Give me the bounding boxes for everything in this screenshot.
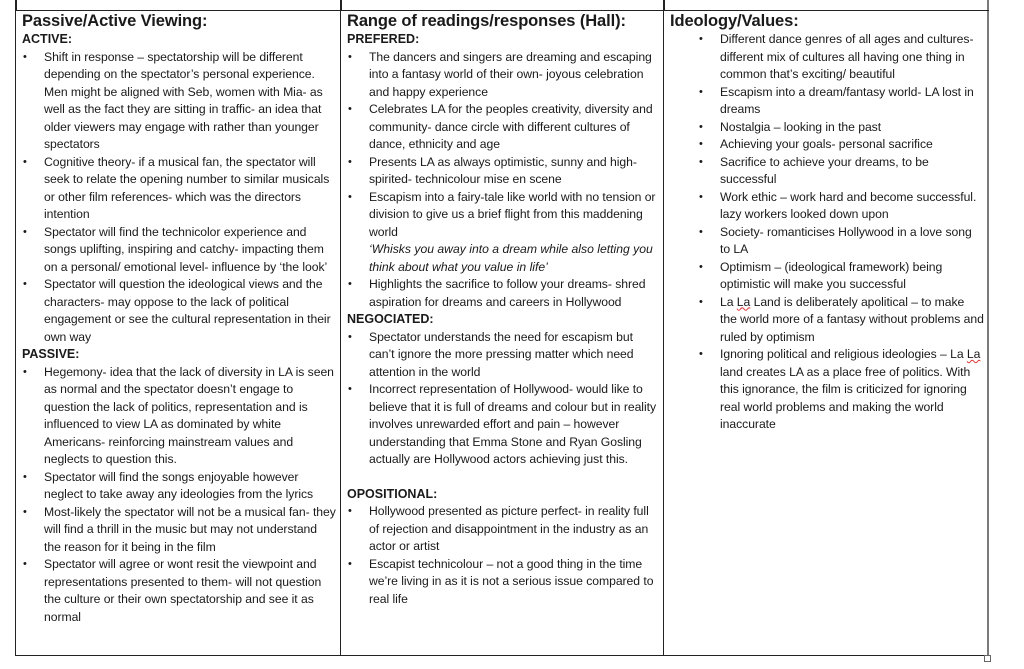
- bullet-icon: •: [699, 120, 703, 133]
- spacer: [347, 469, 659, 486]
- column-heading: Ideology/Values:: [670, 12, 799, 30]
- bullet-icon: •: [699, 155, 703, 168]
- list-item: • Highlights the sacrifice to follow your dreams- shred aspiration for dreams and careers in Hollywood: [348, 277, 646, 309]
- table-top-stub-left: [15, 0, 17, 10]
- table-top-stub-mid1: [340, 0, 342, 10]
- review-quote: ‘Whisks you away into a dream while also letting you think about what you value in life’: [369, 242, 653, 274]
- column-heading: Passive/Active Viewing:: [22, 12, 208, 30]
- bullet-icon: •: [348, 383, 352, 395]
- analysis-table: [15, 10, 989, 656]
- list-item: • Presents LA as always optimistic, sunny and high-spirited- technicolour mise en scene: [348, 154, 637, 186]
- bullet-icon: •: [699, 348, 703, 360]
- bullet-icon: •: [23, 558, 27, 570]
- list-item: • Incorrect representation of Hollywood- would like to believe that it is full of dreams and colour but in reality involves unrewarded effort and pain – however understanding that Emma Stone and Ryan Gosling actually are Hollywood actors achieving just this.: [348, 382, 656, 466]
- column-ideology-values[interactable]: [664, 11, 988, 655]
- spellcheck-flag[interactable]: La: [966, 347, 981, 361]
- active-list: [22, 49, 336, 347]
- bullet-icon: •: [348, 278, 352, 290]
- list-item: • The dancers and singers are dreaming and escaping into a fantasy world of their own- joyous celebration and happy experience: [348, 49, 652, 99]
- list-item: • Achieving your goals- personal sacrifice: [670, 136, 984, 154]
- bullet-icon: •: [23, 155, 27, 168]
- list-item: • Different dance genres of all ages and cultures- different mix of cultures all having one thing in common that’s exciting/ beautiful: [699, 32, 974, 81]
- bullet-icon: •: [23, 50, 27, 63]
- list-item: • Spectator will agree or wont resit the viewpoint and representations presented to them- will not question the culture or their own spectatorship and see it as normal: [23, 557, 322, 624]
- bullet-icon: •: [348, 557, 352, 570]
- list-item: • Spectator will question the ideological views and the characters- may oppose to the lack of political engagement or see the cultural representation in their own way: [23, 277, 331, 344]
- list-item: • Escapism into a dream/fantasy world- LA lost in dreams: [699, 84, 974, 116]
- list-item: • Optimism – (ideological framework) being optimistic will make you successful: [699, 259, 943, 291]
- list-item: • Escapist technicolour – not a good thing in the time we’re living in as it is not a serious issue compared to real life: [348, 556, 654, 606]
- list-item: • Hegemony- idea that the lack of diversity in LA is seen as normal and the spectator doesn’t engage to question the lack of politics, representation and is influenced to view LA as dominated by white Americans- reinforcing mainstream values and neglects to question this.: [23, 364, 334, 466]
- prefered-list-cont: [347, 276, 659, 311]
- opositional-list: [347, 503, 659, 608]
- list-item: • Spectator will find the songs enjoyable however neglect to take away any ideologies from the lyrics: [23, 469, 314, 501]
- bullet-icon: •: [348, 155, 352, 168]
- list-item: • Cognitive theory- if a musical fan, the spectator will seek to relate the opening number to similar musicals or other film references- which was the directors intention: [23, 154, 330, 221]
- bullet-icon: •: [23, 278, 27, 290]
- bullet-icon: •: [699, 138, 703, 150]
- bullet-icon: •: [23, 470, 27, 483]
- section-label-negociated: NEGOCIATED:: [347, 312, 434, 326]
- bullet-icon: •: [699, 85, 703, 98]
- spellcheck-flag[interactable]: La: [736, 294, 751, 309]
- list-item: • Nostalgia – looking in the past: [670, 119, 984, 137]
- table-resize-handle[interactable]: [984, 655, 991, 662]
- passive-list: [22, 364, 336, 627]
- bullet-icon: •: [699, 295, 703, 308]
- bullet-icon: •: [699, 33, 703, 45]
- list-item: • Society- romanticises Hollywood in a love song to LA: [699, 224, 972, 256]
- bullet-icon: •: [348, 103, 352, 115]
- bullet-icon: •: [699, 190, 703, 203]
- bullet-icon: •: [348, 190, 352, 203]
- section-label-passive: PASSIVE:: [22, 347, 80, 361]
- prefered-list: [347, 49, 659, 242]
- column-heading: Range of readings/responses (Hall):: [347, 12, 626, 30]
- list-item: • Sacrifice to achieve your dreams, to be successful: [699, 154, 929, 186]
- list-item: • Shift in response – spectatorship will be different depending on the spectator’s personal experience. Men might be aligned with Seb, women with Mia- as well as the fact they are sitting in traffic- an idea that older viewers may engage with rather than younger spectators: [23, 49, 323, 151]
- list-item: • Spectator understands the need for escapism but can’t ignore the more pressing matter which need attention in the world: [348, 329, 634, 379]
- bullet-icon: •: [23, 225, 27, 238]
- list-item: • Hollywood presented as picture perfect- in reality full of rejection and disappointment in the industry as an actor or artist: [348, 504, 649, 553]
- bullet-icon: •: [348, 50, 352, 63]
- ideology-list: [670, 31, 984, 434]
- bullet-icon: •: [699, 225, 703, 238]
- bullet-icon: •: [348, 330, 352, 343]
- list-item: • Spectator will find the technicolor experience and songs uplifting, inspiring and catchy- impacting them on a personal/ emotional level- influence by ‘the look’: [23, 224, 328, 274]
- table-top-stub-mid2: [663, 0, 665, 10]
- list-item: • Ignoring political and religious ideologies – La La land creates LA as a place free of politics. With this ignorance, the film is criticized for ignoring real world problems and making the world inaccurate: [699, 347, 981, 431]
- section-label-active: ACTIVE:: [22, 32, 72, 46]
- list-item: • Work ethic – work hard and become successful. lazy workers looked down upon: [699, 189, 977, 221]
- bullet-icon: •: [23, 365, 27, 378]
- bullet-icon: •: [699, 260, 703, 273]
- column-range-of-readings[interactable]: [341, 11, 664, 655]
- list-item: • Most-likely the spectator will not be a musical fan- they will find a thrill in the music but may not understand the reason for it being in the film: [23, 504, 336, 554]
- bullet-icon: •: [348, 505, 352, 517]
- column-passive-active-viewing[interactable]: [16, 11, 341, 655]
- section-label-prefered: PREFERED:: [347, 32, 420, 46]
- section-label-opositional: OPOSITIONAL:: [347, 486, 438, 501]
- negociated-list: [347, 329, 659, 469]
- list-item: • La La Land is deliberately apolitical – to make the world more of a fantasy without problems and ruled by optimism: [699, 294, 984, 344]
- bullet-icon: •: [23, 505, 27, 518]
- list-item: • Escapism into a fairy-tale like world with no tension or division to give us a brief flight from this maddening world: [348, 189, 656, 239]
- list-item: • Celebrates LA for the peoples creativity, diversity and community- dance circle with different cultures of dance, ethnicity and age: [348, 102, 653, 151]
